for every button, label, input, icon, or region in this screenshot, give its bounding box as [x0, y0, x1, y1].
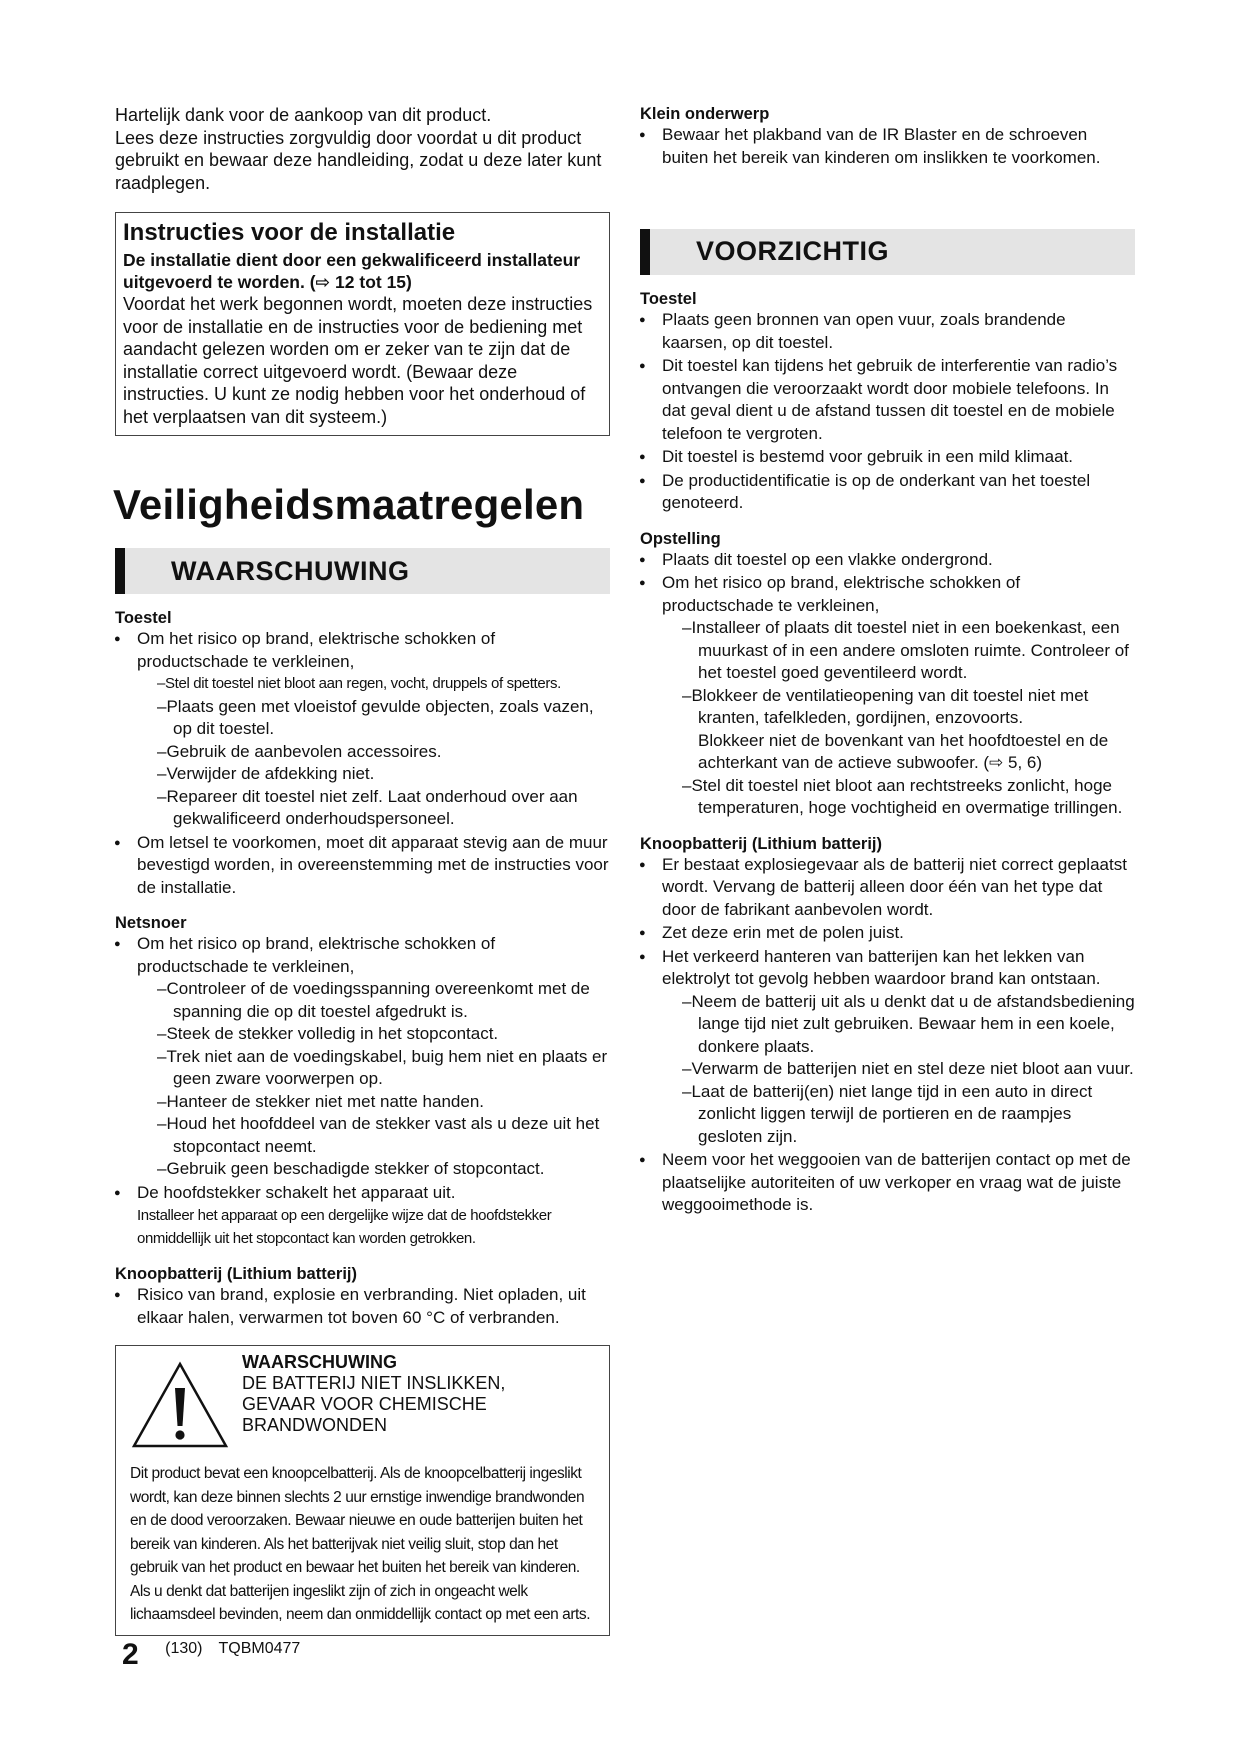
left-column — [115, 104, 610, 1636]
sub-item: – Steek de stekker volledig in het stopcontact. — [137, 1023, 610, 1046]
caution-banner-label: VOORZICHTIG — [696, 236, 889, 266]
list-item — [115, 933, 610, 1181]
list-item-text: Om het risico op brand, elektrische schokken of productschade te verkleinen, — [662, 573, 1021, 615]
sub-item: – Stel dit toestel niet bloot aan regen, vocht, druppels of spetters. — [137, 673, 610, 696]
section-title: Knoopbatterij (Lithium batterij) — [115, 1265, 357, 1283]
list-item: ● Neem voor het weggooien van de batterijen contact op met de plaatselijke autoriteiten of uw verkoper en vraag wat de juiste weggooimethode is. — [640, 1149, 1135, 1217]
list-item: ● Risico van brand, explosie en verbranding. Niet opladen, uit elkaar halen, verwarmen tot boven 60 °C of verbranden. — [115, 1284, 610, 1329]
sub-item: – Neem de batterij uit als u denkt dat u de afstandsbediening lange tijd niet zult gebruiken. Bewaar hem in een koele, donkere plaats. — [662, 991, 1135, 1059]
section-title: Knoopbatterij (Lithium batterij) — [640, 834, 882, 853]
section-title: Toestel — [115, 609, 172, 627]
section-title: Toestel — [640, 290, 697, 308]
page-code: (130) — [165, 1640, 203, 1657]
section-title: Opstelling — [640, 529, 721, 548]
sub-item: – Repareer dit toestel niet zelf. Laat onderhoud over aan gekwalificeerd onderhoudspersoneel. — [137, 786, 610, 831]
warning-box-line: GEVAAR VOOR CHEMISCHE — [242, 1394, 487, 1414]
list-item — [115, 628, 610, 831]
warning-triangle-icon — [130, 1360, 230, 1450]
sub-item: – Plaats geen met vloeistof gevulde objecten, zoals vazen, op dit toestel. — [137, 696, 610, 741]
model-code: TQBM0477 — [218, 1640, 301, 1657]
warning-box-body: Dit product bevat een knoopcelbatterij. Als de knoopcelbatterij ingeslikt wordt, kan deze binnen slechts 2 uur ernstige inwendige brandwonden en de dood veroorzaken. Bewaar nieuwe en oude batterijen buiten het bereik van kinderen. Als het batterijvak niet veilig sluit, stop dan het gebruik van het product en bewaar het buiten het bereik van kinderen. Als u denkt dat batterijen ingeslikt zijn of zich in ongeacht welk lichaamsdeel bevinden, neem dan onmiddellijk contact op met een arts. — [130, 1465, 591, 1623]
section-opstelling — [640, 529, 1135, 820]
warning-box-line: BRANDWONDEN — [242, 1415, 388, 1435]
page-title: Veiligheidsmaatregelen — [113, 481, 585, 528]
list-item: ● De productidentificatie is op de onderkant van het toestel genoteerd. — [640, 470, 1135, 515]
page-footer — [122, 1638, 300, 1672]
sub-item: – Hanteer de stekker niet met natte handen. — [137, 1091, 610, 1114]
sub-item: – Trek niet aan de voedingskabel, buig hem niet en plaats er geen zware voorwerpen op. — [137, 1046, 610, 1091]
installation-body: Voordat het werk begonnen wordt, moeten deze instructies voor de installatie en de instructies voor de bediening met aandacht gelezen worden om er zeker van te zijn dat de installatie correct uitgevoerd wordt. (Bewaar deze instructies. U kunt ze nodig hebben voor het onderhoud of het verplaatsen van dit systeem.) — [123, 294, 593, 427]
sub-item: – Verwarm de batterijen niet en stel deze niet bloot aan vuur. — [662, 1058, 1135, 1081]
section-title: Netsnoer — [115, 914, 187, 932]
section-netsnoer — [115, 913, 610, 1250]
section-toestel-right — [640, 289, 1135, 515]
caution-banner — [640, 229, 1135, 275]
list-item-text: Het verkeerd hanteren van batterijen kan het lekken van elektrolyt tot gevolg hebben waardoor brand kan ontstaan. — [662, 946, 1101, 988]
sub-item: – Gebruik de aanbevolen accessoires. — [137, 741, 610, 764]
sub-item: – Controleer of de voedingsspanning overeenkomt met de spanning die op dit toestel afgedrukt is. — [137, 978, 610, 1023]
warning-banner-label: WAARSCHUWING — [171, 556, 410, 586]
list-item: ● De hoofdstekker schakelt het apparaat uit. — [115, 1182, 610, 1205]
installation-instructions-box — [115, 212, 610, 436]
document-code — [165, 1640, 300, 1658]
warning-box-line: DE BATTERIJ NIET INSLIKKEN, — [242, 1373, 506, 1393]
list-item-text: Om het risico op brand, elektrische schokken of productschade te verkleinen, — [137, 934, 496, 976]
section-knoopbatterij — [115, 1264, 610, 1329]
list-item — [640, 572, 1135, 820]
plug-note: Installeer het apparaat op een dergelijke wijze dat de hoofdstekker onmiddellijk uit het stopcontact kan worden getrokken. — [137, 1207, 552, 1247]
right-column — [640, 104, 1135, 1218]
list-item: ● Bewaar het plakband van de IR Blaster en de schroeven buiten het bereik van kinderen om inslikken te voorkomen. — [640, 124, 1135, 169]
warning-banner — [115, 548, 610, 594]
sub-item: – Houd het hoofddeel van de stekker vast als u deze uit het stopcontact neemt. — [137, 1113, 610, 1158]
sub-item: – Blokkeer de ventilatieopening van dit toestel niet met kranten, tafelkleden, gordijnen, enzovoorts. Blokkeer niet de bovenkant van het hoofdtoestel en de achterkant van de actieve subwoofer. (⇨ 5, 6) — [662, 685, 1135, 775]
warning-box-title: WAARSCHUWING — [242, 1352, 397, 1372]
list-item: ● Dit toestel is bestemd voor gebruik in een mild klimaat. — [640, 446, 1135, 469]
sub-item: – Gebruik geen beschadigde stekker of stopcontact. — [137, 1158, 610, 1181]
sub-item: – Installeer of plaats dit toestel niet in een boekenkast, een muurkast of in een andere omsloten ruimte. Controleer of het toestel goed geventileerd wordt. — [662, 617, 1135, 685]
banner-bar — [640, 229, 650, 275]
battery-warning-box — [115, 1345, 610, 1636]
list-item: ● Dit toestel kan tijdens het gebruik de interferentie van radio’s ontvangen die veroorzaakt wordt door mobiele telefoons. In dat geval dient u de afstand tussen dit toestel en de mobiele telefoon te vergroten. — [640, 355, 1135, 445]
list-item-text: Om het risico op brand, elektrische schokken of productschade te verkleinen, — [137, 629, 496, 671]
installation-title: Instructies voor de installatie — [123, 219, 456, 246]
sub-item: – Verwijder de afdekking niet. — [137, 763, 610, 786]
section-toestel — [115, 608, 610, 899]
section-knoopbatterij-right — [640, 834, 1135, 1217]
sub-item: – Stel dit toestel niet bloot aan rechtstreeks zonlicht, hoge temperaturen, hoge vochtigheid en overmatige trillingen. — [662, 775, 1135, 820]
list-item — [640, 946, 1135, 1149]
list-item: ● Plaats dit toestel op een vlakke ondergrond. — [640, 549, 1135, 572]
banner-bar — [115, 548, 125, 594]
section-klein-onderwerp — [640, 104, 1135, 169]
section-title: Klein onderwerp — [640, 105, 770, 123]
list-item: ● Er bestaat explosiegevaar als de batterij niet correct geplaatst wordt. Vervang de batterij alleen door één van het type dat door de fabrikant aanbevolen wordt. — [640, 854, 1135, 922]
intro-text: Hartelijk dank voor de aankoop van dit product. Lees deze instructies zorgvuldig door voordat u dit product gebruikt en bewaar deze handleiding, zodat u deze later kunt raadplegen. — [115, 105, 602, 193]
installation-lead: De installatie dient door een gekwalificeerd installateur uitgevoerd te worden. (⇨ 12 tot 15) — [123, 250, 581, 292]
list-item: ● Om letsel te voorkomen, moet dit apparaat stevig aan de muur bevestigd worden, in overeenstemming met de instructies voor de installatie. — [115, 832, 610, 900]
sub-item: – Laat de batterij(en) niet lange tijd in een auto in direct zonlicht liggen terwijl de portieren en de raampjes gesloten zijn. — [662, 1081, 1135, 1149]
page-number: 2 — [122, 1638, 139, 1671]
list-item: ● Plaats geen bronnen van open vuur, zoals brandende kaarsen, op dit toestel. — [640, 309, 1135, 354]
list-item: ● Zet deze erin met de polen juist. — [640, 922, 1135, 945]
